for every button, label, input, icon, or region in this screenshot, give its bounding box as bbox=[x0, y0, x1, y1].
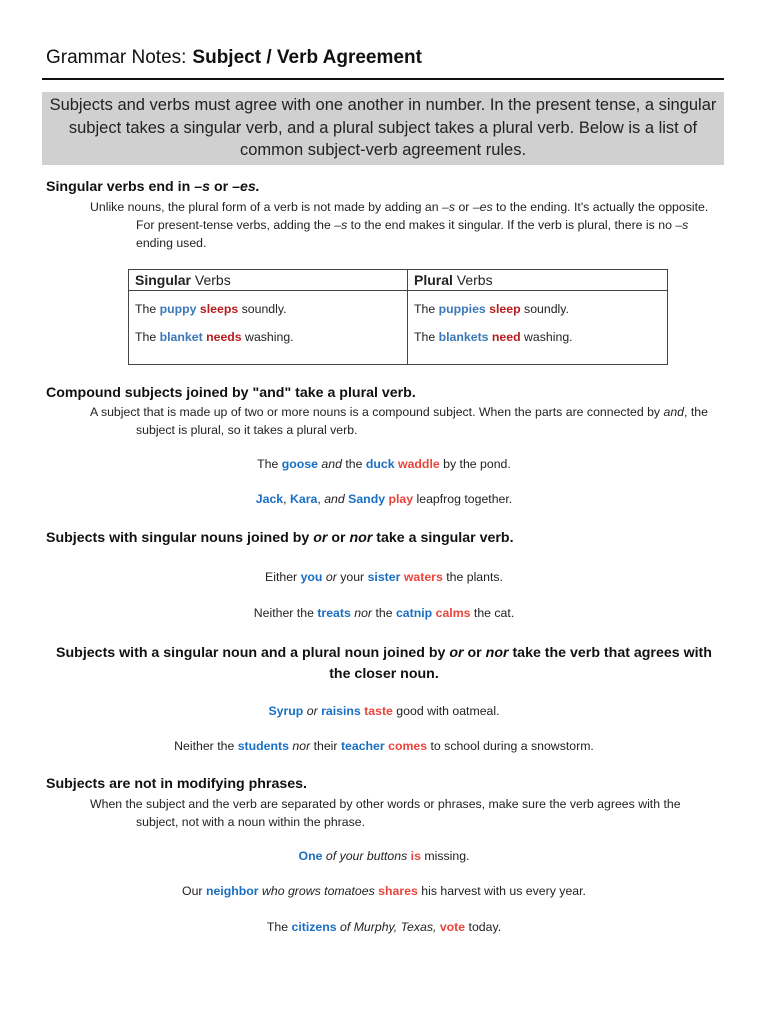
example-text: today. bbox=[465, 920, 502, 934]
heading-text: or bbox=[313, 530, 328, 546]
example-text: soundly. bbox=[520, 302, 569, 316]
heading-line-1 bbox=[0, 643, 768, 664]
example-text: the bbox=[372, 606, 396, 620]
verb: needs bbox=[206, 330, 242, 344]
paragraph-text: –es bbox=[472, 200, 493, 214]
subject-noun: puppies bbox=[438, 302, 486, 316]
heading-text: or bbox=[327, 530, 350, 546]
paragraph-text: ending used. bbox=[136, 236, 207, 250]
table-header-text: Verbs bbox=[191, 272, 231, 288]
example-sentence bbox=[0, 492, 768, 506]
verb: taste bbox=[364, 704, 393, 718]
heading-text: –es. bbox=[232, 179, 260, 195]
subject-noun: blankets bbox=[438, 330, 489, 344]
example-sentence bbox=[0, 849, 768, 863]
example-text: The bbox=[135, 330, 160, 344]
example-text: The bbox=[257, 457, 282, 471]
example-text: their bbox=[310, 739, 341, 753]
verb: need bbox=[491, 330, 521, 344]
example-text: or bbox=[306, 704, 318, 718]
paragraph-text: A subject that is made up of two or more nouns is a compound subject. When the parts are connected by bbox=[90, 405, 664, 419]
example-text: of your buttons bbox=[325, 849, 408, 863]
example-sentence bbox=[0, 884, 768, 898]
paragraph-text: subject is plural, so it takes a plural verb. bbox=[136, 423, 358, 437]
subject-noun: Jack bbox=[255, 492, 284, 506]
title-text: Subject / Verb Agreement bbox=[192, 47, 422, 68]
subject-noun: treats bbox=[317, 606, 351, 620]
example-sentence bbox=[0, 704, 768, 718]
table-row bbox=[414, 295, 661, 323]
table-row bbox=[414, 323, 661, 351]
subject-noun: teacher bbox=[340, 739, 385, 753]
example-text: nor bbox=[292, 739, 311, 753]
title-label: Grammar Notes: bbox=[46, 47, 187, 68]
example-text: and bbox=[321, 457, 342, 471]
example-text: of Murphy, Texas, bbox=[340, 920, 437, 934]
example-text: The bbox=[414, 302, 439, 316]
page-title bbox=[46, 47, 422, 69]
verb: sleeps bbox=[199, 302, 239, 316]
table-header-text: Singular bbox=[135, 272, 192, 288]
verb: comes bbox=[388, 739, 428, 753]
heading-text: nor bbox=[349, 530, 373, 546]
intro-box bbox=[42, 92, 724, 165]
example-text: The bbox=[135, 302, 160, 316]
table-cell-plural bbox=[408, 291, 668, 365]
section-paragraph-singular-verbs bbox=[90, 198, 730, 252]
paragraph-text: and bbox=[663, 405, 685, 419]
heading-text: take the verb that agrees with bbox=[508, 645, 712, 661]
example-text: missing. bbox=[420, 849, 470, 863]
example-text: Our bbox=[182, 884, 206, 898]
paragraph-text: –s bbox=[675, 218, 689, 232]
heading-text: take a singular verb. bbox=[372, 530, 514, 546]
verb: waddle bbox=[398, 457, 440, 471]
paragraph-text: , the bbox=[684, 405, 708, 419]
table-row bbox=[135, 323, 401, 351]
verb: shares bbox=[378, 884, 418, 898]
heading-text: or bbox=[210, 179, 233, 195]
example-text: soundly. bbox=[238, 302, 287, 316]
example-text: his harvest with us every year. bbox=[417, 884, 586, 898]
intro-line-2: subject takes a singular verb, and a plural subject takes a plural verb. Below is a list of bbox=[68, 118, 698, 137]
heading-text: nor bbox=[485, 645, 509, 661]
intro-line-3: common subject-verb agreement rules. bbox=[239, 141, 527, 159]
subject-noun: blanket bbox=[159, 330, 203, 344]
verb: vote bbox=[439, 920, 466, 934]
section-heading-singular-verbs bbox=[46, 179, 260, 195]
subject-noun: neighbor bbox=[205, 884, 259, 898]
subject-noun: puppy bbox=[159, 302, 197, 316]
example-sentence bbox=[0, 570, 768, 584]
example-sentence bbox=[0, 457, 768, 471]
example-text: nor bbox=[354, 606, 373, 620]
example-text: Neither the bbox=[253, 606, 318, 620]
subject-noun: sister bbox=[367, 570, 401, 584]
table-header-plural bbox=[408, 270, 668, 291]
subject-noun: students bbox=[237, 739, 289, 753]
section-heading-or-nor-singular bbox=[46, 530, 514, 546]
example-text: good with oatmeal. bbox=[392, 704, 500, 718]
table-header-text: Verbs bbox=[452, 272, 493, 288]
example-text: the cat. bbox=[470, 606, 515, 620]
table-row bbox=[135, 295, 401, 323]
subject-noun: goose bbox=[281, 457, 318, 471]
example-text: by the pond. bbox=[439, 457, 511, 471]
verb: is bbox=[410, 849, 421, 863]
example-text: The bbox=[266, 920, 292, 934]
heading-text: Singular verbs end in bbox=[46, 179, 195, 195]
subject-noun: duck bbox=[365, 457, 395, 471]
verb: play bbox=[388, 492, 414, 506]
section-paragraph-modifying-phrases bbox=[90, 795, 740, 831]
subject-noun: Kara bbox=[289, 492, 318, 506]
example-text: washing. bbox=[520, 330, 573, 344]
heading-text: or bbox=[463, 645, 486, 661]
example-text: or bbox=[325, 570, 337, 584]
example-text: to school during a snowstorm. bbox=[427, 739, 594, 753]
section-paragraph-compound-subjects bbox=[90, 403, 740, 439]
verb: calms bbox=[435, 606, 471, 620]
example-text: , bbox=[317, 492, 325, 506]
paragraph-text: or bbox=[455, 200, 473, 214]
paragraph-text: When the subject and the verb are separated by other words or phrases, make sure the verb agrees with the bbox=[90, 797, 681, 811]
subject-noun: Sandy bbox=[348, 492, 386, 506]
paragraph-text: subject, not with a noun within the phrase. bbox=[136, 815, 365, 829]
verb: waters bbox=[403, 570, 443, 584]
heading-line-2: the closer noun. bbox=[329, 666, 439, 682]
section-heading-mixed-nouns bbox=[0, 643, 768, 685]
heading-text: or bbox=[449, 645, 464, 661]
example-text: the bbox=[341, 457, 366, 471]
verb: sleep bbox=[489, 302, 521, 316]
section-heading-modifying-phrases: Subjects are not in modifying phrases. bbox=[46, 776, 307, 792]
paragraph-text: to the end makes it singular. If the verb is plural, there is no bbox=[347, 218, 676, 232]
example-text: the plants. bbox=[442, 570, 503, 584]
subject-noun: you bbox=[300, 570, 323, 584]
heading-text: –s bbox=[194, 179, 210, 195]
paragraph-text: to the ending. It's actually the opposite. bbox=[492, 200, 709, 214]
paragraph-text: –s bbox=[442, 200, 456, 214]
heading-text: Subjects with singular nouns joined by bbox=[46, 530, 314, 546]
subject-noun: citizens bbox=[291, 920, 337, 934]
example-text: leapfrog together. bbox=[413, 492, 513, 506]
subject-noun: catnip bbox=[395, 606, 433, 620]
example-sentence bbox=[0, 739, 768, 753]
example-text: , bbox=[283, 492, 290, 506]
paragraph-text: –s bbox=[334, 218, 348, 232]
example-text: who grows tomatoes bbox=[261, 884, 375, 898]
example-sentence bbox=[0, 606, 768, 620]
section-heading-compound-subjects: Compound subjects joined by "and" take a plural verb. bbox=[46, 385, 416, 401]
example-text: washing. bbox=[241, 330, 294, 344]
subject-noun: One bbox=[298, 849, 323, 863]
table-header-text: Plural bbox=[414, 272, 453, 288]
paragraph-text: Unlike nouns, the plural form of a verb is not made by adding an bbox=[90, 200, 443, 214]
subject-noun: raisins bbox=[321, 704, 361, 718]
verb-comparison-table bbox=[128, 269, 668, 365]
table-cell-singular bbox=[129, 291, 408, 365]
paragraph-text: For present-tense verbs, adding the bbox=[136, 218, 335, 232]
title-divider bbox=[42, 78, 724, 80]
subject-noun: Syrup bbox=[268, 704, 304, 718]
table-header-singular bbox=[129, 270, 408, 291]
example-sentence bbox=[0, 920, 768, 934]
intro-line-1: Subjects and verbs must agree with one another in number. In the present tense, a singular bbox=[49, 96, 717, 114]
example-text: Neither the bbox=[174, 739, 238, 753]
example-text: The bbox=[414, 330, 439, 344]
example-text: and bbox=[324, 492, 345, 506]
example-text: your bbox=[336, 570, 368, 584]
example-text: Either bbox=[265, 570, 301, 584]
heading-text: Subjects with a singular noun and a plural noun joined by bbox=[56, 645, 450, 661]
